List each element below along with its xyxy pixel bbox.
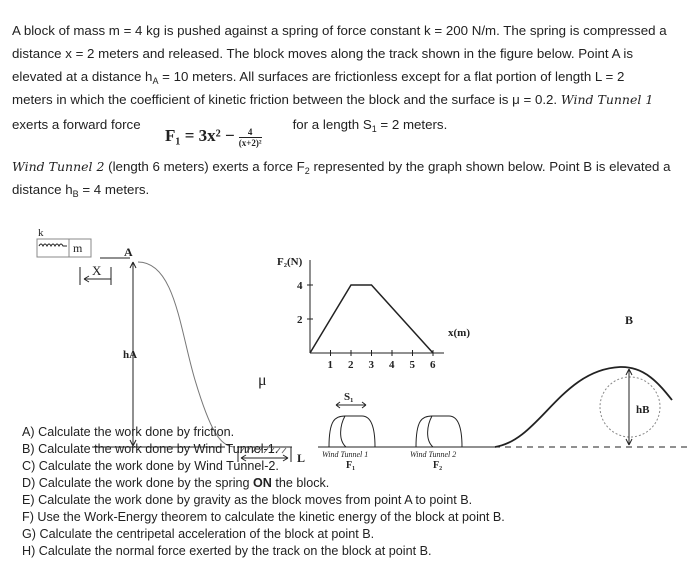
x-tick-label: 1 — [327, 359, 333, 371]
s1-label: S₁ — [344, 391, 354, 403]
hb-label: hB — [636, 404, 650, 416]
mu-label: μ — [258, 372, 267, 389]
wind-tunnel-1-label: Wind Tunnel 1 — [560, 92, 654, 107]
equation-lhs: F₁ = 3x² − — [165, 126, 235, 145]
x-tick-label: 5 — [409, 359, 415, 371]
wind-tunnel-2-text: Wind Tunnel 2 — [410, 450, 457, 459]
y-tick-label: 2 — [297, 314, 303, 326]
force-graph — [277, 256, 470, 371]
wind-tunnel-1 — [329, 416, 375, 447]
wind-tunnel-1-text: Wind Tunnel 1 — [322, 450, 369, 459]
f2-label: F₂ — [433, 460, 443, 471]
l-label: L — [297, 451, 306, 465]
question-d — [22, 476, 329, 490]
text: D) Calculate the work done by the spring — [22, 476, 254, 490]
text: meters in which the coefficient of kinetic friction between the block and the surface is μ = 0.2. — [12, 92, 561, 107]
force-line — [310, 285, 433, 353]
text: = 2 meters. — [376, 117, 448, 132]
x-tick-label: 3 — [368, 359, 374, 371]
text: (length 6 meters) exerts a force F — [104, 159, 305, 174]
x-tick-label: 6 — [430, 359, 436, 371]
problem-line-2: distance x = 2 meters and released. The block moves along the track shown in the figure below. Point A is — [12, 46, 633, 61]
graph-y-label: F₂(N) — [277, 256, 303, 268]
problem-line-1: A block of mass m = 4 kg is pushed against a spring of force constant k = 200 N/m. The spring is compressed a — [12, 23, 667, 38]
k-label: k — [38, 227, 44, 239]
point-a-label: A — [124, 245, 133, 259]
text: the block. — [271, 476, 330, 490]
y-tick-label: 4 — [297, 280, 303, 292]
spring-icon — [39, 244, 67, 246]
denominator: (x+2)² — [238, 137, 262, 148]
question-c: C) Calculate the work done by Wind Tunnel-2. — [22, 459, 279, 473]
question-b: B) Calculate the work done by Wind Tunnel-1. — [22, 442, 279, 456]
question-h: H) Calculate the normal force exerted by the track on the block at point B. — [22, 544, 432, 558]
curvature-circle — [600, 377, 660, 437]
text: elevated at a distance h — [12, 69, 153, 84]
wind-tunnel-2 — [416, 416, 462, 447]
text: distance h — [12, 182, 73, 197]
text: = 4 meters. — [78, 182, 150, 197]
ha-label: hA — [123, 349, 138, 361]
point-b-label: B — [625, 313, 634, 327]
text: for a length S — [292, 117, 372, 132]
x-tick-label: 2 — [348, 359, 354, 371]
f1-label: F₁ — [346, 460, 356, 471]
numerator: 4 — [239, 127, 262, 138]
text: exerts a forward force — [12, 117, 141, 132]
slope-curve — [138, 262, 235, 447]
emphasis: ON — [253, 476, 272, 490]
question-e: E) Calculate the work done by gravity as the block moves from point A to point B. — [22, 493, 473, 507]
question-f: F) Use the Work-Energy theorem to calculate the kinetic energy of the block at point B. — [22, 510, 505, 524]
x-label: X — [92, 263, 102, 278]
subscript: 2 — [304, 166, 310, 176]
x-tick-label: 4 — [389, 359, 395, 371]
subscript: B — [72, 189, 79, 199]
graph-x-label: x(m) — [448, 327, 470, 339]
subscript: A — [152, 76, 159, 86]
text: = 10 meters. All surfaces are frictionless except for a flat portion of length L = 2 — [158, 69, 625, 84]
text: represented by the graph shown below. Point B is elevated a — [309, 159, 671, 174]
question-a: A) Calculate the work done by friction. — [22, 425, 235, 439]
wind-tunnel-2-label: Wind Tunnel 2 — [12, 159, 105, 174]
subscript: 1 — [371, 124, 377, 134]
question-g: G) Calculate the centripetal acceleration of the block at point B. — [22, 527, 375, 541]
m-label: m — [73, 241, 83, 255]
